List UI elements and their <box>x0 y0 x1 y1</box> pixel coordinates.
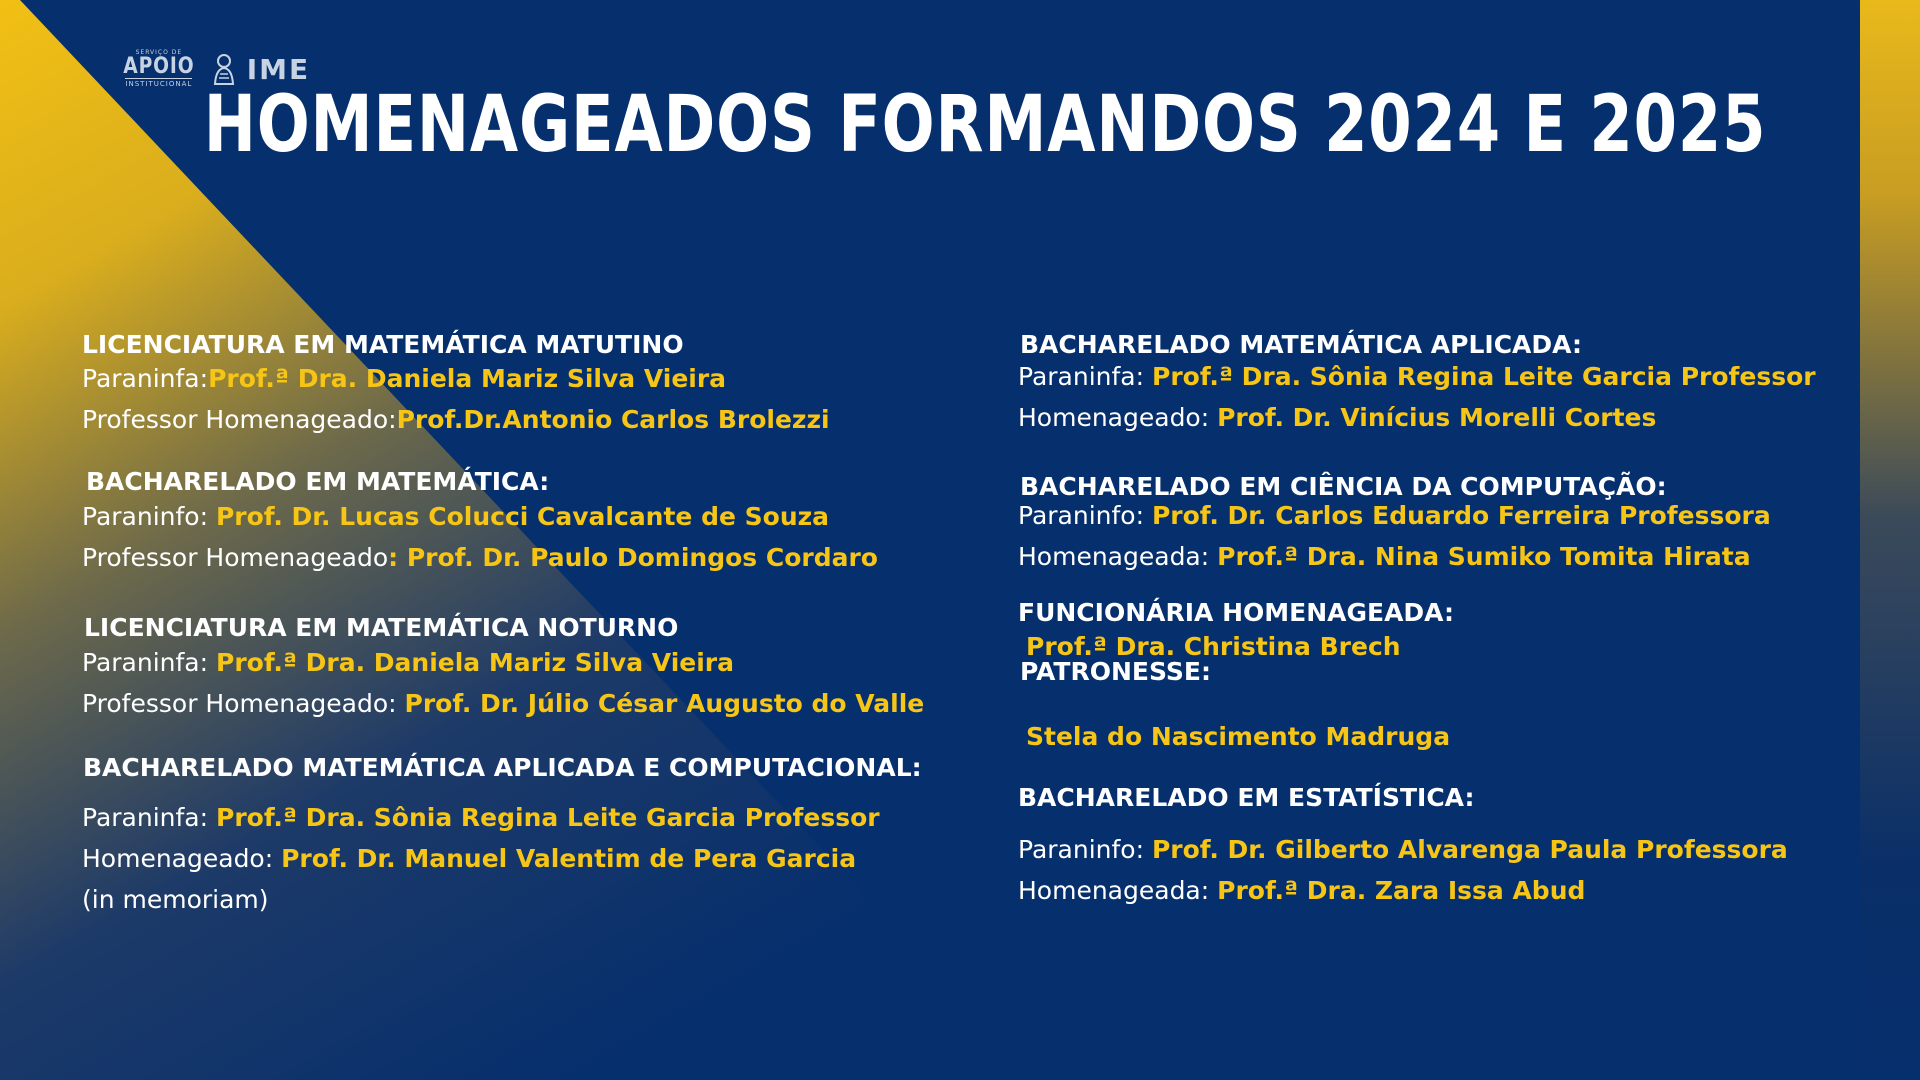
line-value: Prof. Dr. Carlos Eduardo Ferreira Professora <box>1151 501 1771 530</box>
line-label: Professor Homenageado: <box>82 405 397 434</box>
line-label: Paraninfo: <box>1018 501 1152 530</box>
funcionaria-homenageada-value: Prof.ª Dra. Christina Brech <box>1026 632 1401 661</box>
bach-mac-paraninfa-line <box>82 803 880 832</box>
line-label: Professor Homenageado <box>82 543 389 572</box>
line-value: Prof.ª Dra. Daniela Mariz Silva Vieira <box>216 648 734 677</box>
line-label: Paraninfa: <box>82 648 216 677</box>
section-title-bach-mat-aplicada: BACHARELADO MATEMÁTICA APLICADA: <box>1020 330 1582 359</box>
section-title-bach-mat-aplicada-computacional: BACHARELADO MATEMÁTICA APLICADA E COMPUTACIONAL: <box>83 753 922 782</box>
lic-matutino-homenageado-line <box>82 405 830 434</box>
apoio-logo <box>117 50 201 88</box>
bach-mac-homenageado-line <box>82 844 856 873</box>
apoio-logo-subtext: INSTITUCIONAL <box>125 80 193 88</box>
line-value: Prof.Dr.Antonio Carlos Brolezzi <box>396 405 830 434</box>
line-value: Prof.ª Dra. Sônia Regina Leite Garcia Professor <box>216 803 880 832</box>
line-label: Paraninfa: <box>82 364 209 393</box>
estatistica-homenageada-line <box>1018 876 1585 905</box>
bcc-homenageada-line <box>1018 542 1751 571</box>
line-value: Prof. Dr. Lucas Colucci Cavalcante de Souza <box>215 502 830 531</box>
line-value: Prof.ª Dra. Zara Issa Abud <box>1217 876 1586 905</box>
line-label: Paraninfo: <box>82 502 216 531</box>
section-title-bach-matematica: BACHARELADO EM MATEMÁTICA: <box>86 467 550 496</box>
section-title-lic-mat-noturno: LICENCIATURA EM MATEMÁTICA NOTURNO <box>84 613 679 642</box>
lic-noturno-paraninfa-line <box>82 648 734 677</box>
lic-matutino-paraninfa-line <box>82 364 726 393</box>
apoio-logo-small-text: SERVIÇO DE <box>135 49 183 56</box>
section-title-funcionaria-homenageada: FUNCIONÁRIA HOMENAGEADA: <box>1018 598 1454 627</box>
line-value: Prof.ª Dra. Daniela Mariz Silva Vieira <box>208 364 727 393</box>
line-label: Homenageada: <box>1018 542 1218 571</box>
line-value: Prof. Dr. Gilberto Alvarenga Paula Professora <box>1151 835 1788 864</box>
line-label: Homenageado: <box>1018 403 1218 432</box>
apoio-logo-text: APOIO <box>123 54 195 79</box>
line-value: : Prof. Dr. Paulo Domingos Cordaro <box>388 543 878 572</box>
bach-map-paraninfa-line <box>1018 362 1816 391</box>
page-title: HOMENAGEADOS FORMANDOS 2024 E 2025 <box>203 80 1767 170</box>
section-title-bach-estatistica: BACHARELADO EM ESTATÍSTICA: <box>1018 783 1475 812</box>
right-gold-bar <box>1860 0 1920 1080</box>
line-label: Professor Homenageado: <box>82 689 405 718</box>
line-value: Prof. Dr. Manuel Valentim de Pera Garcia <box>281 844 857 873</box>
section-title-bach-ciencia-computacao: BACHARELADO EM CIÊNCIA DA COMPUTAÇÃO: <box>1020 472 1667 501</box>
line-label: Paraninfa: <box>1018 362 1152 391</box>
bach-map-homenageado-line <box>1018 403 1656 432</box>
in-memoriam-note: (in memoriam) <box>82 885 269 914</box>
lic-noturno-homenageado-line <box>82 689 924 718</box>
line-value: Prof. Dr. Vinícius Morelli Cortes <box>1217 403 1657 432</box>
ime-logo-text: IME <box>246 52 311 86</box>
section-title-patronesse: PATRONESSE: <box>1020 657 1211 686</box>
line-label: Paraninfo: <box>1018 835 1152 864</box>
line-value: Prof.ª Dra. Sônia Regina Leite Garcia Professor <box>1152 362 1816 391</box>
bach-mat-homenageado-line <box>82 543 878 572</box>
bach-mat-paraninfo-line <box>82 502 829 531</box>
line-value: Prof.ª Dra. Nina Sumiko Tomita Hirata <box>1217 542 1751 571</box>
line-label: Homenageado: <box>82 844 282 873</box>
patronesse-value: Stela do Nascimento Madruga <box>1026 722 1451 751</box>
line-label: Homenageada: <box>1018 876 1218 905</box>
estatistica-paraninfo-line <box>1018 835 1788 864</box>
line-label: Paraninfa: <box>82 803 216 832</box>
bcc-paraninfo-line <box>1018 501 1771 530</box>
section-title-lic-mat-matutino: LICENCIATURA EM MATEMÁTICA MATUTINO <box>82 330 684 359</box>
line-value: Prof. Dr. Júlio César Augusto do Valle <box>404 689 925 718</box>
